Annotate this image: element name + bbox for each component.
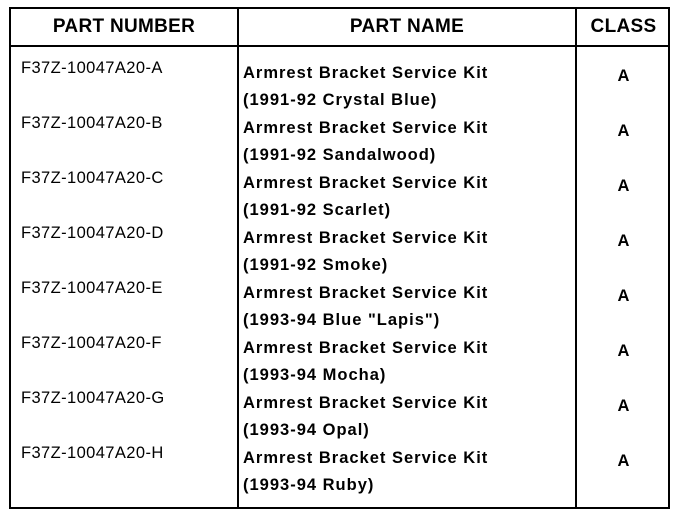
class-cell: A: [617, 67, 630, 85]
part-name-line2: (1993-94 Opal): [243, 421, 370, 439]
part-number-cell: F37Z-10047A20-H: [21, 444, 164, 462]
part-name-line2: (1991-92 Smoke): [243, 256, 389, 274]
table-row: [11, 157, 668, 219]
part-name-line1: Armrest Bracket Service Kit: [243, 284, 489, 302]
part-name-line2: (1991-92 Sandalwood): [243, 146, 437, 164]
part-name-line2: (1991-92 Scarlet): [243, 201, 392, 219]
class-cell: A: [617, 342, 630, 360]
part-name-line1: Armrest Bracket Service Kit: [243, 174, 489, 192]
table-row: [11, 322, 668, 384]
class-cell: A: [617, 232, 630, 250]
table-row: [11, 267, 668, 329]
part-name-line1: Armrest Bracket Service Kit: [243, 229, 489, 247]
part-name-line2: (1991-92 Crystal Blue): [243, 91, 438, 109]
part-number-cell: F37Z-10047A20-F: [21, 334, 162, 352]
part-name-line1: Armrest Bracket Service Kit: [243, 64, 489, 82]
table-row: [11, 47, 668, 109]
part-name-cell: [243, 445, 488, 499]
class-cell: A: [617, 287, 630, 305]
part-number-cell: F37Z-10047A20-B: [21, 114, 163, 132]
part-name-line1: Armrest Bracket Service Kit: [243, 394, 489, 412]
table-header: [11, 9, 668, 47]
header-part-name: PART NAME: [349, 16, 465, 37]
part-name-line1: Armrest Bracket Service Kit: [243, 119, 489, 137]
class-cell: A: [617, 397, 630, 415]
header-part-number: PART NUMBER: [52, 16, 196, 37]
class-cell: A: [617, 177, 630, 195]
part-name-line1: Armrest Bracket Service Kit: [243, 339, 489, 357]
part-number-cell: F37Z-10047A20-E: [21, 279, 163, 297]
part-number-cell: F37Z-10047A20-A: [21, 59, 163, 77]
header-class: CLASS: [590, 16, 657, 37]
table-row: [11, 212, 668, 274]
class-cell: A: [617, 452, 630, 470]
parts-table: [9, 7, 670, 509]
part-name-line1: Armrest Bracket Service Kit: [243, 449, 489, 467]
table-row: [11, 377, 668, 439]
part-name-line2: (1993-94 Ruby): [243, 476, 375, 494]
part-name-line2: (1993-94 Mocha): [243, 366, 387, 384]
class-cell: A: [617, 122, 630, 140]
table-row: [11, 102, 668, 164]
part-number-cell: F37Z-10047A20-D: [21, 224, 164, 242]
table-row: [11, 432, 668, 494]
part-name-line2: (1993-94 Blue "Lapis"): [243, 311, 441, 329]
part-number-cell: F37Z-10047A20-G: [21, 389, 165, 407]
part-number-cell: F37Z-10047A20-C: [21, 169, 164, 187]
